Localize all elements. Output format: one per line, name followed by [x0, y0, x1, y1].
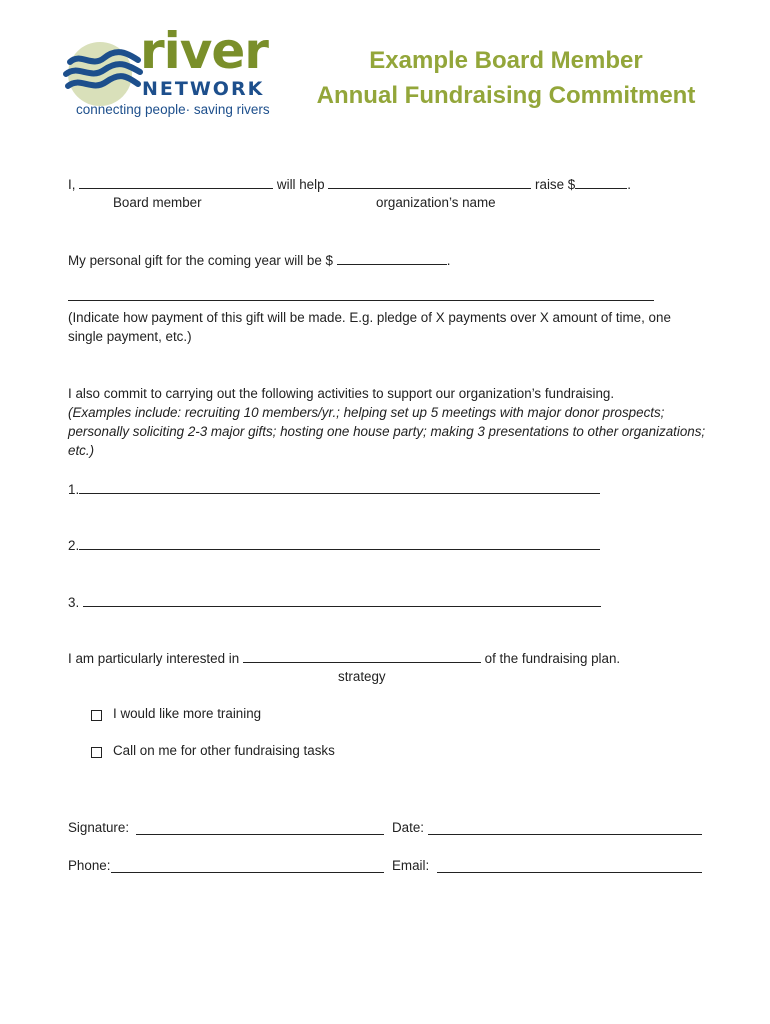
signature-label: Signature: — [68, 820, 130, 835]
board-member-caption: Board member — [113, 195, 202, 210]
pledge-i-label: I, — [68, 177, 76, 192]
interest-lead: I am particularly interested in — [68, 651, 240, 666]
river-network-logo — [62, 22, 294, 124]
pledge-line — [68, 175, 631, 194]
other-tasks-checkbox[interactable] — [91, 747, 102, 758]
page-title-line-1: Example Board Member — [369, 47, 643, 74]
strategy-caption: strategy — [338, 669, 386, 684]
email-label: Email: — [392, 858, 430, 873]
payment-method-field[interactable] — [68, 300, 654, 301]
date-label: Date: — [392, 820, 425, 835]
logo-network: NETWORK — [142, 78, 265, 100]
strategy-field[interactable] — [243, 649, 481, 663]
interest-tail: of the fundraising plan. — [484, 651, 621, 666]
more-training-checkbox[interactable] — [91, 710, 102, 721]
activity-number: 2. — [68, 538, 80, 553]
organization-caption: organization’s name — [376, 195, 496, 210]
organization-name-field[interactable] — [328, 175, 531, 189]
activity-field-2[interactable] — [79, 536, 600, 550]
signature-field[interactable] — [136, 834, 384, 835]
will-help-label: will help — [276, 177, 325, 192]
activity-number: 3. — [68, 595, 80, 610]
gift-amount-field[interactable] — [337, 251, 447, 265]
activity-number: 1. — [68, 482, 80, 497]
activity-item-3 — [68, 593, 601, 612]
phone-field[interactable] — [111, 872, 384, 873]
board-member-field[interactable] — [79, 175, 273, 189]
gift-label: My personal gift for the coming year will be $ — [68, 253, 333, 268]
river-waves-icon — [62, 38, 144, 108]
gift-period: . — [446, 253, 451, 268]
activities-examples: (Examples include: recruiting 10 members/yr.; helping set up 5 meetings with major donor prospects; personally soliciting 2-3 major gifts; hosting one house party; making 3 presentations to other organizations; etc.) — [68, 405, 706, 458]
activities-intro: I also commit to carrying out the following activities to support our organization’s fundraising. — [68, 386, 615, 401]
activity-item-2 — [68, 536, 600, 555]
activity-item-1 — [68, 480, 600, 499]
more-training-label: I would like more training — [113, 706, 262, 721]
payment-note: (Indicate how payment of this gift will be made. E.g. pledge of X payments over X amount of time, one single payment, etc.) — [68, 310, 671, 344]
activity-field-3[interactable] — [83, 593, 601, 607]
interest-line — [68, 649, 620, 668]
email-field[interactable] — [437, 872, 702, 873]
page-title-line-2: Annual Fundraising Commitment — [316, 82, 696, 109]
gift-line — [68, 251, 450, 270]
logo-wordmark: river — [140, 22, 268, 80]
phone-label: Phone: — [68, 858, 111, 873]
other-tasks-label: Call on me for other fundraising tasks — [113, 743, 335, 758]
raise-label: raise $ — [535, 177, 576, 192]
date-field[interactable] — [428, 834, 702, 835]
logo-tagline: connecting people· saving rivers — [76, 102, 270, 117]
activity-field-1[interactable] — [79, 480, 600, 494]
pledge-period: . — [627, 177, 631, 192]
raise-amount-field[interactable] — [575, 175, 627, 189]
